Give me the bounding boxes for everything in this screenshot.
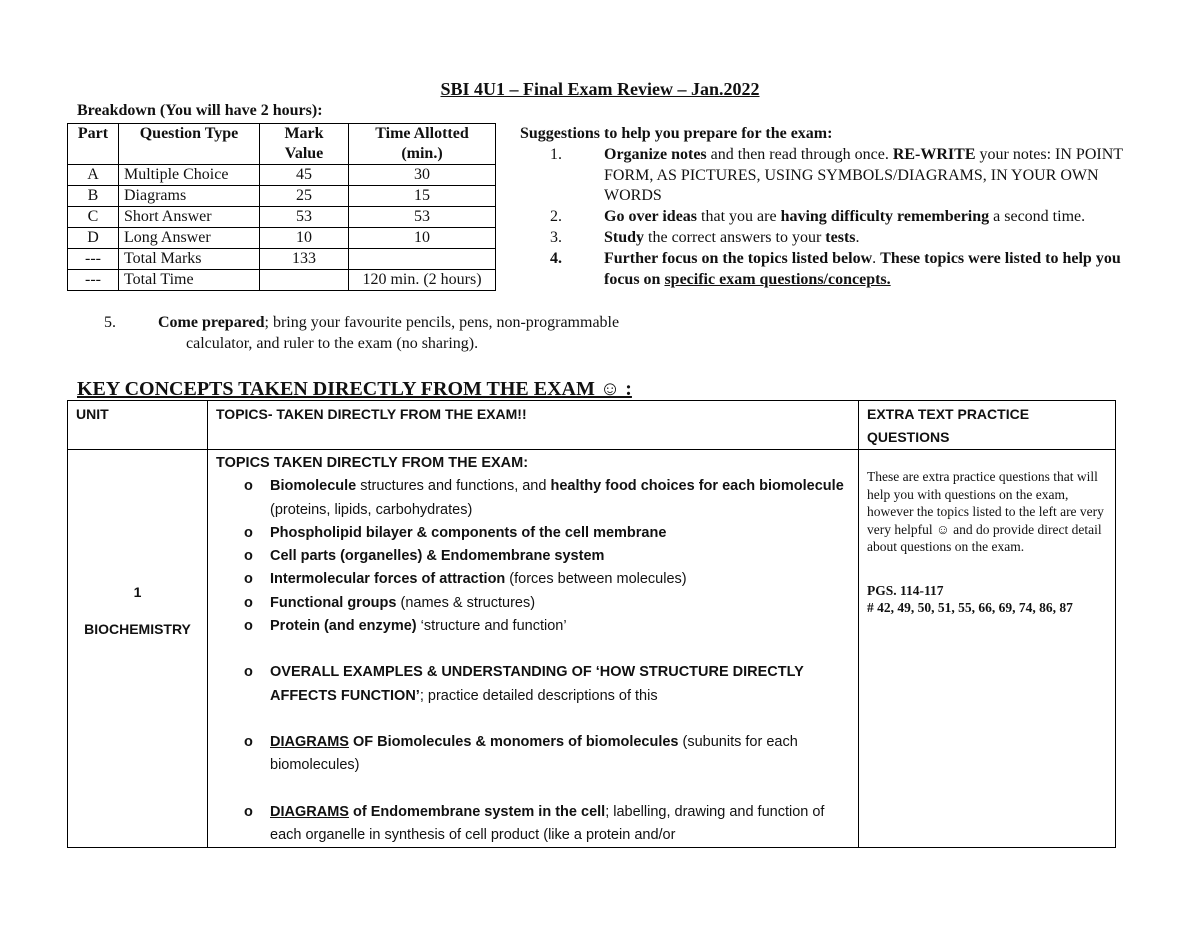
item-emphasis: Further focus on the topics listed below	[604, 249, 873, 267]
table-cell: 10	[260, 228, 349, 249]
table-header-row	[68, 401, 1116, 450]
suggestions-list	[520, 124, 1140, 290]
list-item	[216, 801, 852, 848]
item-emphasis: Go over ideas	[604, 208, 698, 226]
table-cell: 53	[260, 207, 349, 228]
item-text: that you are	[697, 208, 781, 226]
unit-number: 1	[133, 584, 142, 600]
topic-text: (subunits for each biomolecules)	[270, 733, 798, 774]
suggestion-item-3	[520, 228, 1140, 249]
table-cell: Multiple Choice	[119, 165, 260, 186]
item-text: .	[855, 228, 860, 246]
key-concepts-table	[67, 400, 1116, 848]
suggestion-item-5	[104, 313, 724, 355]
item-number: 5.	[104, 314, 116, 331]
table-row	[68, 450, 1116, 848]
spacer	[216, 708, 852, 731]
item-text: a second time.	[989, 208, 1086, 226]
topic-underlined: DIAGRAMS	[270, 803, 349, 820]
table-cell: ---	[68, 270, 119, 291]
suggestion-item-2	[520, 207, 1140, 228]
suggestions-heading: Suggestions to help you prepare for the exam:	[520, 125, 833, 142]
header-part: Part	[68, 124, 119, 165]
item-emphasis: having difficulty remembering	[780, 208, 990, 226]
extra-questions-cell	[859, 450, 1116, 848]
key-concepts-heading: KEY CONCEPTS TAKEN DIRECTLY FROM THE EXAM ☺ :	[77, 378, 632, 400]
list-item	[216, 568, 852, 591]
table-row	[68, 186, 496, 207]
table-cell: Short Answer	[119, 207, 260, 228]
topics-cell	[208, 450, 859, 848]
item-text: ; bring your favourite pencils, pens, non-programmable	[264, 314, 620, 331]
spacer	[216, 638, 852, 661]
table-cell: 120 min. (2 hours)	[349, 270, 496, 291]
table-cell: ---	[68, 249, 119, 270]
question-numbers: # 42, 49, 50, 51, 55, 66, 69, 74, 86, 87	[867, 600, 1073, 615]
table-cell	[260, 270, 349, 291]
list-item	[216, 661, 852, 708]
spacer	[216, 778, 852, 801]
topics-heading: TOPICS TAKEN DIRECTLY FROM THE EXAM:	[216, 455, 529, 471]
bullet-icon: o	[244, 524, 253, 541]
list-item	[216, 545, 852, 568]
table-cell: 53	[349, 207, 496, 228]
item-text: calculator, and ruler to the exam (no sharing).	[186, 334, 479, 352]
topic-emphasis: Functional groups	[270, 594, 397, 611]
table-row	[68, 270, 496, 291]
item-number: 4.	[550, 249, 562, 267]
item-emphasis: RE-WRITE	[892, 145, 976, 163]
list-item	[216, 731, 852, 778]
page-range: PGS. 114-117	[867, 582, 944, 598]
table-cell	[349, 249, 496, 270]
topic-emphasis: Biomolecule	[270, 478, 357, 495]
topic-emphasis: Phospholipid bilayer & components of the cell membrane	[270, 524, 667, 541]
table-cell: 25	[260, 186, 349, 207]
table-cell: 15	[349, 186, 496, 207]
header-topics: TOPICS- TAKEN DIRECTLY FROM THE EXAM!!	[208, 401, 859, 450]
bullet-icon: o	[244, 548, 253, 565]
topic-underlined: DIAGRAMS	[270, 733, 349, 750]
table-cell: 133	[260, 249, 349, 270]
breakdown-heading: Breakdown (You will have 2 hours):	[77, 102, 323, 119]
unit-name: BIOCHEMISTRY	[84, 621, 191, 637]
topic-emphasis: Intermolecular forces of attraction	[270, 571, 506, 588]
bullet-icon: o	[244, 664, 253, 681]
item-emphasis: Organize notes	[604, 145, 707, 163]
bullet-icon: o	[244, 803, 253, 820]
table-cell: 45	[260, 165, 349, 186]
item-number: 1.	[550, 145, 562, 163]
header-unit: UNIT	[68, 401, 208, 450]
table-row	[68, 207, 496, 228]
table-cell: 10	[349, 228, 496, 249]
bullet-icon: o	[244, 594, 253, 611]
topic-emphasis: of Endomembrane system in the cell	[348, 803, 606, 820]
header-extra-questions: EXTRA TEXT PRACTICE QUESTIONS	[859, 401, 1116, 450]
item-number: 2.	[550, 208, 562, 226]
list-item	[216, 475, 852, 522]
topic-emphasis: OF Biomolecules & monomers of biomolecules	[348, 733, 679, 750]
item-underlined: specific exam questions/concepts.	[664, 270, 891, 288]
table-header-row	[68, 124, 496, 165]
table-cell: Diagrams	[119, 186, 260, 207]
item-emphasis: These topics were listed to help you focus on	[604, 249, 1121, 288]
unit-cell	[68, 450, 208, 848]
header-time-allotted: Time Allotted (min.)	[349, 124, 496, 165]
item-text: and then read through once.	[706, 145, 893, 163]
bullet-icon: o	[244, 478, 253, 495]
item-emphasis: tests	[825, 228, 856, 246]
table-row	[68, 165, 496, 186]
table-cell: 30	[349, 165, 496, 186]
table-cell: A	[68, 165, 119, 186]
table-cell: C	[68, 207, 119, 228]
topics-list	[216, 475, 852, 847]
topic-text: structures and functions, and	[356, 478, 551, 495]
breakdown-table	[67, 123, 496, 291]
table-cell: Total Marks	[119, 249, 260, 270]
suggestion-item-1	[520, 145, 1140, 207]
bullet-icon: o	[244, 571, 253, 588]
bullet-icon: o	[244, 618, 253, 635]
topic-emphasis: Protein (and enzyme)	[270, 618, 417, 635]
item-text: your notes: IN POINT FORM, AS PICTURES, USING SYMBOLS/DIAGRAMS, IN YOUR OWN WORDS	[604, 145, 1123, 205]
item-text: the correct answers to your	[644, 228, 826, 246]
table-cell: B	[68, 186, 119, 207]
topic-emphasis: Cell parts (organelles) & Endomembrane system	[270, 548, 605, 565]
table-row	[68, 249, 496, 270]
suggestion-item-4	[520, 249, 1140, 291]
item-emphasis: Study	[604, 228, 645, 246]
list-item	[216, 615, 852, 638]
table-cell: Long Answer	[119, 228, 260, 249]
topic-text: (forces between molecules)	[505, 571, 687, 588]
topic-emphasis: healthy food choices for each biomolecule	[550, 478, 844, 495]
table-row	[68, 228, 496, 249]
topic-text: ‘structure and function’	[416, 618, 567, 635]
item-number: 3.	[550, 228, 562, 246]
topic-text: ; labelling, drawing and function of each organelle in synthesis of cell product (like a protein and/or	[270, 803, 825, 843]
extra-description: These are extra practice questions that will help you with questions on the exam, however the topics listed to the left are very very helpful ☺ and do provide direct detail about questions on the exam.	[867, 469, 1104, 554]
list-item	[216, 592, 852, 615]
topic-text: ; practice detailed descriptions of this	[419, 687, 658, 704]
topic-text: (proteins, lipids, carbohydrates)	[270, 501, 473, 518]
list-item	[216, 522, 852, 545]
table-cell: Total Time	[119, 270, 260, 291]
header-question-type: Question Type	[119, 124, 260, 165]
header-mark-value: Mark Value	[260, 124, 349, 165]
table-cell: D	[68, 228, 119, 249]
bullet-icon: o	[244, 733, 253, 750]
item-emphasis: Come prepared	[158, 314, 265, 331]
topic-text: (names & structures)	[396, 594, 536, 611]
topic-emphasis: OVERALL EXAMPLES & UNDERSTANDING OF ‘HOW STRUCTURE DIRECTLY AFFECTS FUNCTION’	[270, 664, 804, 704]
item-text: .	[872, 249, 881, 267]
document-title: SBI 4U1 – Final Exam Review – Jan.2022	[440, 79, 760, 99]
